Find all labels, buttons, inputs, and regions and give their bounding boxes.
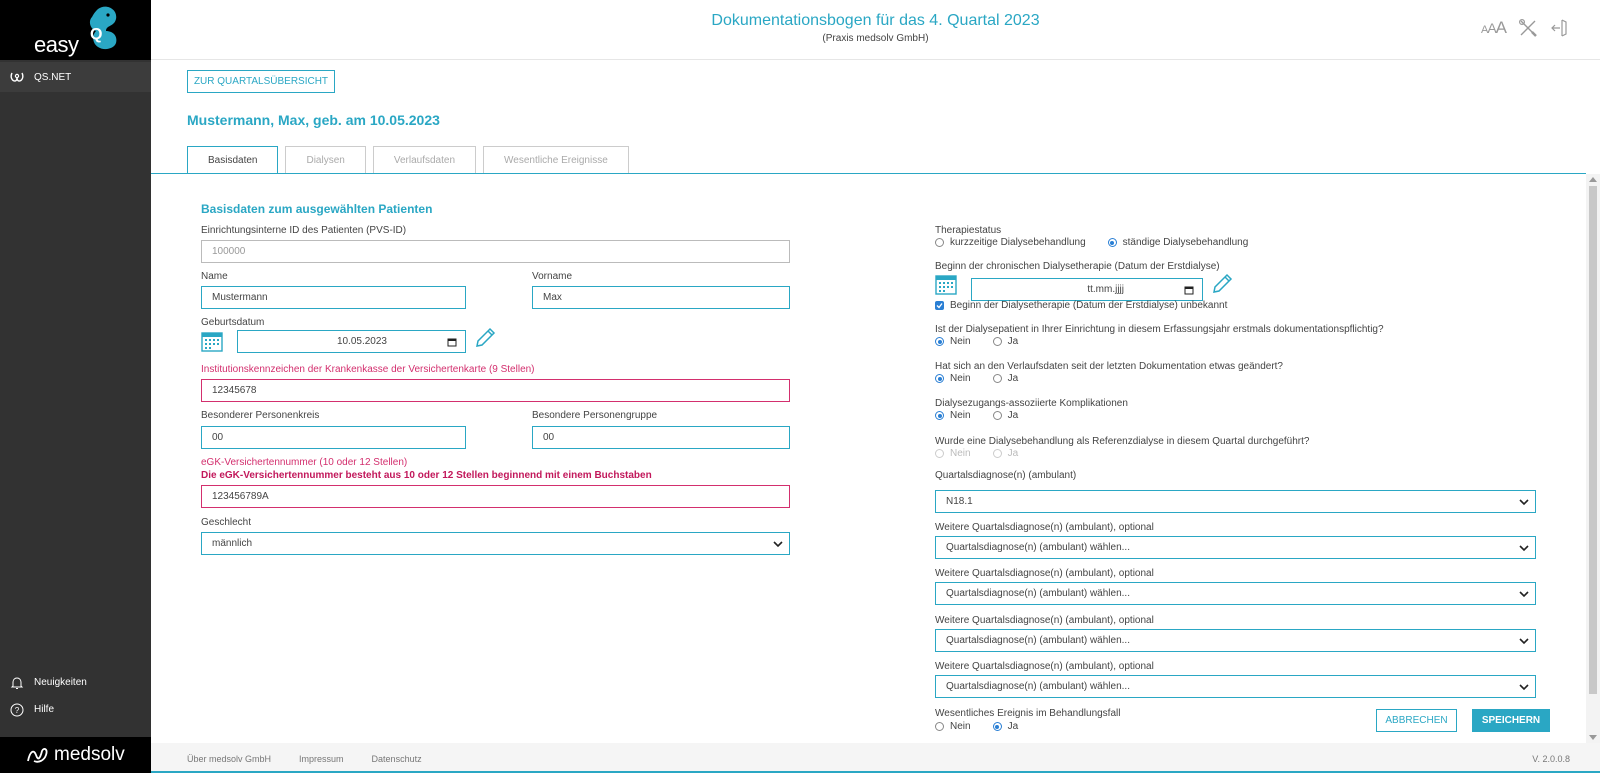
qsnet-icon	[10, 71, 24, 83]
tab-bar	[187, 146, 629, 174]
chevron-down-icon	[1519, 544, 1529, 552]
sidebar-item-help[interactable]	[0, 696, 151, 723]
q-reference-dialysis-radios	[935, 448, 1040, 459]
sidebar-item-label: Hilfe	[34, 704, 55, 715]
tab-divider	[151, 173, 1586, 174]
radio-button[interactable]	[993, 337, 1002, 346]
footer-link-about[interactable]: Über medsolv GmbH	[187, 754, 272, 764]
q-reference-dialysis-label: Wurde eine Dialysebehandlung als Referenzdialyse in diesem Quartal durchgeführt?	[935, 436, 1310, 447]
dialysis-start-unknown-checkbox[interactable]: Beginn der Dialysetherapie (Datum der Erstdialyse) unbekannt	[935, 300, 1227, 311]
diagnosis-label: Quartalsdiagnose(n) (ambulant)	[935, 470, 1077, 481]
medsolv-brand	[0, 737, 151, 773]
personenkreis-label: Besonderer Personenkreis	[201, 410, 320, 421]
radio-button-selected[interactable]	[993, 722, 1002, 731]
date-picker-icon[interactable]	[1184, 285, 1194, 295]
quarter-overview-button[interactable]: ZUR QUARTALSÜBERSICHT	[187, 70, 335, 93]
vorname-field[interactable]: Max	[532, 286, 790, 309]
app-logo[interactable]	[0, 0, 151, 60]
radio-button-disabled	[993, 449, 1002, 458]
more-diagnosis-label: Weitere Quartalsdiagnose(n) (ambulant), optional	[935, 615, 1154, 626]
birthdate-field[interactable]	[237, 330, 466, 353]
help-icon	[10, 703, 24, 717]
radio-button-disabled	[935, 449, 944, 458]
option-nein[interactable]: Nein	[935, 721, 971, 732]
save-button[interactable]: SPEICHERN	[1472, 709, 1550, 732]
more-diagnosis-label: Weitere Quartalsdiagnose(n) (ambulant), optional	[935, 661, 1154, 672]
main-content	[151, 60, 1600, 743]
bell-icon	[10, 676, 24, 690]
tab-verlaufsdaten[interactable]: Verlaufsdaten	[373, 146, 476, 173]
logo-q-letter: Q	[90, 26, 103, 43]
name-field[interactable]: Mustermann	[201, 286, 466, 309]
scroll-up-icon[interactable]	[1589, 177, 1597, 182]
option-nein[interactable]: Nein	[935, 410, 971, 421]
check-icon	[936, 302, 943, 309]
sex-select[interactable]	[201, 532, 790, 555]
radio-button[interactable]	[993, 411, 1002, 420]
therapy-short-option[interactable]: kurzzeitige Dialysebehandlung	[935, 237, 1086, 248]
page-subtitle: (Praxis medsolv GmbH)	[822, 33, 929, 44]
personengruppe-field[interactable]: 00	[532, 426, 790, 449]
footer	[151, 743, 1600, 773]
section-title: Basisdaten zum ausgewählten Patienten	[201, 202, 433, 216]
ik-label: Institutionskennzeichen der Krankenkasse der Versichertenkarte (9 Stellen)	[201, 364, 535, 375]
dialysis-start-placeholder: tt.mm.jjjj	[1087, 284, 1124, 295]
tools-icon[interactable]	[1518, 18, 1538, 38]
svg-text:?: ?	[14, 705, 20, 715]
q-complications-label: Dialysezugangs-assoziierte Komplikationen	[935, 398, 1128, 409]
diagnosis-value: N18.1	[946, 496, 973, 507]
brand-name: medsolv	[54, 744, 125, 765]
chevron-down-icon	[773, 540, 783, 548]
q-changes-radios	[935, 373, 1040, 384]
footer-link-privacy[interactable]: Datenschutz	[371, 754, 422, 764]
egk-field[interactable]: 123456789A	[201, 485, 790, 508]
checkbox-checked[interactable]	[935, 301, 944, 310]
option-nein[interactable]: Nein	[935, 336, 971, 347]
event-radios	[935, 721, 1040, 732]
sex-value: männlich	[212, 538, 253, 549]
scrollbar[interactable]	[1586, 174, 1600, 743]
more-diagnosis-select-2[interactable]: Quartalsdiagnose(n) (ambulant) wählen...	[935, 582, 1536, 605]
medsolv-logo-icon	[26, 745, 50, 765]
therapy-permanent-option[interactable]: ständige Dialysebehandlung	[1108, 237, 1249, 248]
pvs-id-field[interactable]: 100000	[201, 240, 790, 263]
page-title: Dokumentationsbogen für das 4. Quartal 2023	[711, 12, 1040, 29]
tab-dialysen[interactable]: Dialysen	[285, 146, 365, 173]
tab-basisdaten[interactable]: Basisdaten	[187, 146, 278, 174]
option-ja[interactable]: Ja	[993, 410, 1019, 421]
option-ja[interactable]: Ja	[993, 373, 1019, 384]
radio-button-selected[interactable]	[1108, 238, 1117, 247]
more-diagnosis-select-3[interactable]: Quartalsdiagnose(n) (ambulant) wählen...	[935, 629, 1536, 652]
logo-text: easy	[34, 32, 79, 57]
q-first-doc-label: Ist der Dialysepatient in Ihrer Einrichtung in diesem Erfassungsjahr erstmals dokumentationspflichtig?	[935, 324, 1384, 335]
option-ja[interactable]: Ja	[993, 721, 1019, 732]
sidebar-item-qsnet[interactable]	[0, 62, 151, 92]
more-diagnosis-select-1[interactable]: Quartalsdiagnose(n) (ambulant) wählen...	[935, 536, 1536, 559]
more-diagnosis-label: Weitere Quartalsdiagnose(n) (ambulant), optional	[935, 568, 1154, 579]
footer-link-imprint[interactable]: Impressum	[299, 754, 344, 764]
calendar-icon[interactable]	[201, 330, 223, 352]
chevron-down-icon	[1519, 590, 1529, 598]
page-header	[151, 0, 1600, 60]
sidebar	[0, 0, 151, 773]
dialysis-start-field[interactable]	[971, 278, 1203, 301]
scroll-down-icon[interactable]	[1589, 735, 1597, 740]
patient-title: Mustermann, Max, geb. am 10.05.2023	[187, 112, 440, 128]
tab-wesentliche-ereignisse[interactable]: Wesentliche Ereignisse	[483, 146, 629, 173]
personengruppe-label: Besondere Personengruppe	[532, 410, 658, 421]
event-label: Wesentliches Ereignis im Behandlungsfall	[935, 708, 1121, 719]
font-size-toggle[interactable]: AAA	[1480, 18, 1506, 37]
name-label: Name	[201, 271, 228, 282]
option-ja[interactable]: Ja	[993, 336, 1019, 347]
radio-button[interactable]	[993, 374, 1002, 383]
version-label: V. 2.0.0.8	[1532, 754, 1570, 764]
vorname-label: Vorname	[532, 271, 573, 282]
logout-icon[interactable]	[1550, 18, 1570, 38]
radio-button-selected[interactable]	[935, 337, 944, 346]
sidebar-item-label: QS.NET	[34, 71, 72, 83]
therapy-status-label: Therapiestatus	[935, 225, 1002, 236]
therapy-status-radios	[935, 237, 1270, 248]
q-complications-radios	[935, 410, 1040, 421]
dialysis-start-label: Beginn der chronischen Dialysetherapie (Datum der Erstdialyse)	[935, 261, 1220, 272]
option-ja-disabled: Ja	[993, 448, 1019, 459]
diagnosis-select[interactable]	[935, 490, 1536, 513]
ik-field[interactable]: 12345678	[201, 379, 790, 402]
chevron-down-icon	[1519, 683, 1529, 691]
calendar-icon[interactable]	[935, 273, 957, 295]
option-nein-disabled: Nein	[935, 448, 971, 459]
birthdate-label: Geburtsdatum	[201, 317, 265, 328]
egk-label: eGK-Versichertennummer (10 oder 12 Stellen)	[201, 457, 408, 468]
radio-button-selected[interactable]	[935, 374, 944, 383]
sidebar-item-label: Neuigkeiten	[34, 677, 87, 688]
more-diagnosis-label: Weitere Quartalsdiagnose(n) (ambulant), optional	[935, 522, 1154, 533]
radio-button-selected[interactable]	[935, 411, 944, 420]
pencil-icon[interactable]	[473, 326, 497, 350]
radio-button[interactable]	[935, 238, 944, 247]
chevron-down-icon	[1519, 498, 1529, 506]
q-changes-label: Hat sich an den Verlaufsdaten seit der letzten Dokumentation etwas geändert?	[935, 361, 1283, 372]
personenkreis-field[interactable]: 00	[201, 426, 466, 449]
sex-label: Geschlecht	[201, 517, 252, 528]
scrollbar-thumb[interactable]	[1589, 186, 1597, 694]
sidebar-item-news[interactable]	[0, 669, 151, 696]
pvs-id-label: Einrichtungsinterne ID des Patienten (PVS-ID)	[201, 225, 407, 236]
birthdate-value: 10.05.2023	[336, 336, 387, 347]
date-picker-icon[interactable]	[447, 337, 457, 347]
q-first-doc-radios	[935, 336, 1040, 347]
more-diagnosis-select-4[interactable]: Quartalsdiagnose(n) (ambulant) wählen...	[935, 675, 1536, 698]
pencil-icon[interactable]	[1210, 272, 1234, 296]
cancel-button[interactable]: ABBRECHEN	[1376, 709, 1457, 732]
option-nein[interactable]: Nein	[935, 373, 971, 384]
egk-error-message: Die eGK-Versichertennummer besteht aus 10 oder 12 Stellen beginnend mit einem Buchstaben	[201, 470, 652, 481]
radio-button[interactable]	[935, 722, 944, 731]
chevron-down-icon	[1519, 637, 1529, 645]
